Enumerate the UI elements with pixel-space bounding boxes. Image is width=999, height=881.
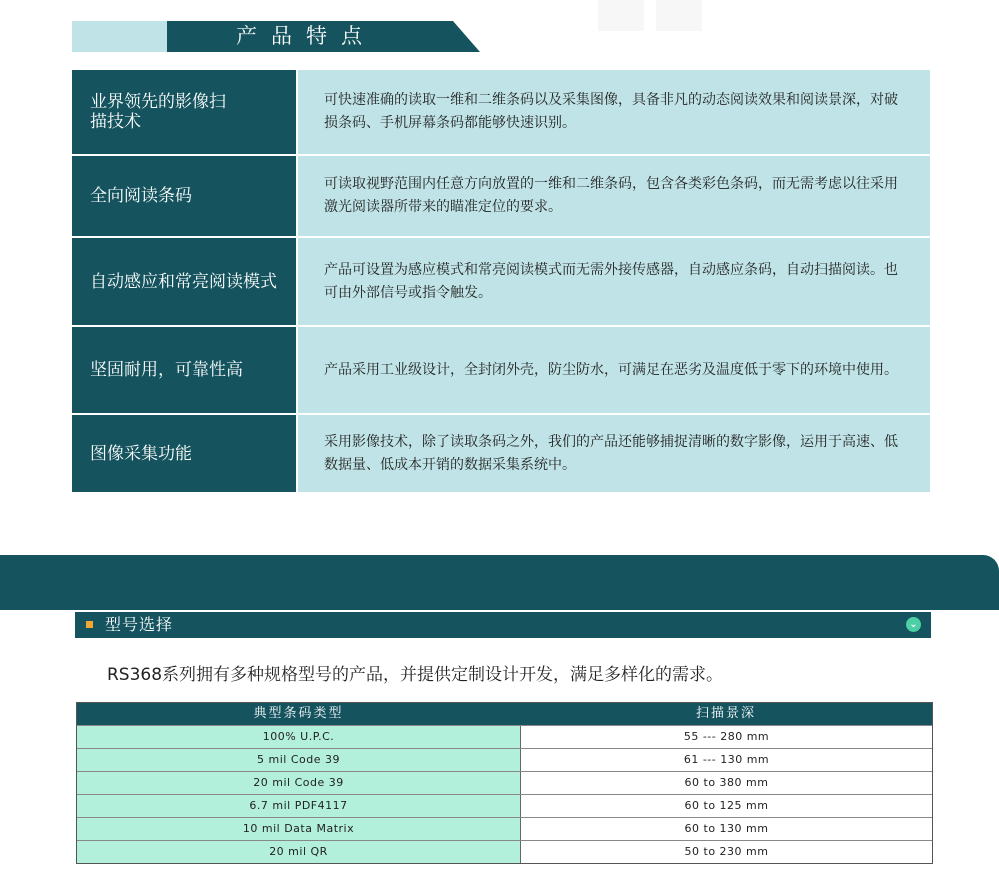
barcode-type-cell: 20 mil QR [77,841,521,863]
section-divider-band [0,555,999,610]
feature-row [72,156,930,238]
scan-depth-cell: 60 to 130 mm [521,818,932,840]
feature-name-cell [72,156,298,236]
feature-desc-cell [298,238,930,325]
square-bullet-icon [86,621,93,628]
scan-depth-cell: 50 to 230 mm [521,841,932,863]
feature-desc-cell [298,415,930,492]
feature-name-cell [72,415,298,492]
feature-name-cell [72,70,298,154]
section-header-accent [72,21,167,52]
table-row [77,794,932,817]
feature-name-cell [72,327,298,413]
barcode-type-cell: 10 mil Data Matrix [77,818,521,840]
feature-name-cell [72,238,298,325]
feature-row [72,327,930,415]
model-selection-header[interactable] [75,612,931,638]
barcode-type-cell: 100% U.P.C. [77,726,521,748]
feature-desc: 采用影像技术，除了读取条码之外，我们的产品还能够捕捉清晰的数字影像，运用于高速、低数据量、低成本开销的数据采集系统中。 [324,433,898,473]
table-row [77,817,932,840]
table-row [77,771,932,794]
feature-desc-cell [298,156,930,236]
feature-desc-cell [298,327,930,413]
scan-depth-cell: 60 to 125 mm [521,795,932,817]
model-intro-text: RS368系列拥有多种规格型号的产品，并提供定制设计开发，满足多样化的需求。 [107,665,724,685]
table-row [77,840,932,863]
feature-desc-cell [298,70,930,154]
table-row [77,748,932,771]
feature-row [72,415,930,492]
barcode-type-cell: 20 mil Code 39 [77,772,521,794]
scan-depth-cell: 55 --- 280 mm [521,726,932,748]
feature-name: 图像采集功能 [90,443,192,464]
feature-desc: 产品采用工业级设计，全封闭外壳，防尘防水，可满足在恶劣及温度低于零下的环境中使用。 [324,361,898,378]
scan-depth-cell: 60 to 380 mm [521,772,932,794]
feature-row [72,238,930,327]
placeholder-box [656,0,702,31]
barcode-type-cell: 5 mil Code 39 [77,749,521,771]
features-table [72,70,930,492]
section-title: 产品特点 [236,24,376,48]
feature-desc: 可读取视野范围内任意方向放置的一维和二维条码，包含各类彩色条码，而无需考虑以往采用激光阅读器所带来的瞄准定位的要求。 [324,176,898,215]
header-scan-depth: 扫描景深 [695,706,756,721]
spec-table-header [77,703,932,725]
feature-name: 自动感应和常亮阅读模式 [90,271,277,292]
feature-name: 业界领先的影像扫描技术 [90,92,226,132]
feature-name: 全向阅读条码 [90,186,192,206]
barcode-type-cell: 6.7 mil PDF4117 [77,795,521,817]
scan-depth-cell: 61 --- 130 mm [521,749,932,771]
placeholder-box [598,0,644,31]
feature-desc: 产品可设置为感应模式和常亮阅读模式而无需外接传感器，自动感应条码，自动扫描阅读。也可由外部信号或指令触发。 [324,261,898,301]
feature-row [72,70,930,156]
model-selection-title: 型号选择 [105,615,174,634]
spec-table [76,702,933,864]
feature-desc: 可快速准确的读取一维和二维条码以及采集图像，具备非凡的动态阅读效果和阅读景深，对破损条码、手机屏幕条码都能够快速识别。 [324,92,898,131]
chevron-down-circle-icon[interactable]: ⌄ [906,617,921,632]
feature-name: 坚固耐用，可靠性高 [90,360,243,380]
table-row [77,725,932,748]
header-barcode-type: 典型条码类型 [253,706,344,721]
